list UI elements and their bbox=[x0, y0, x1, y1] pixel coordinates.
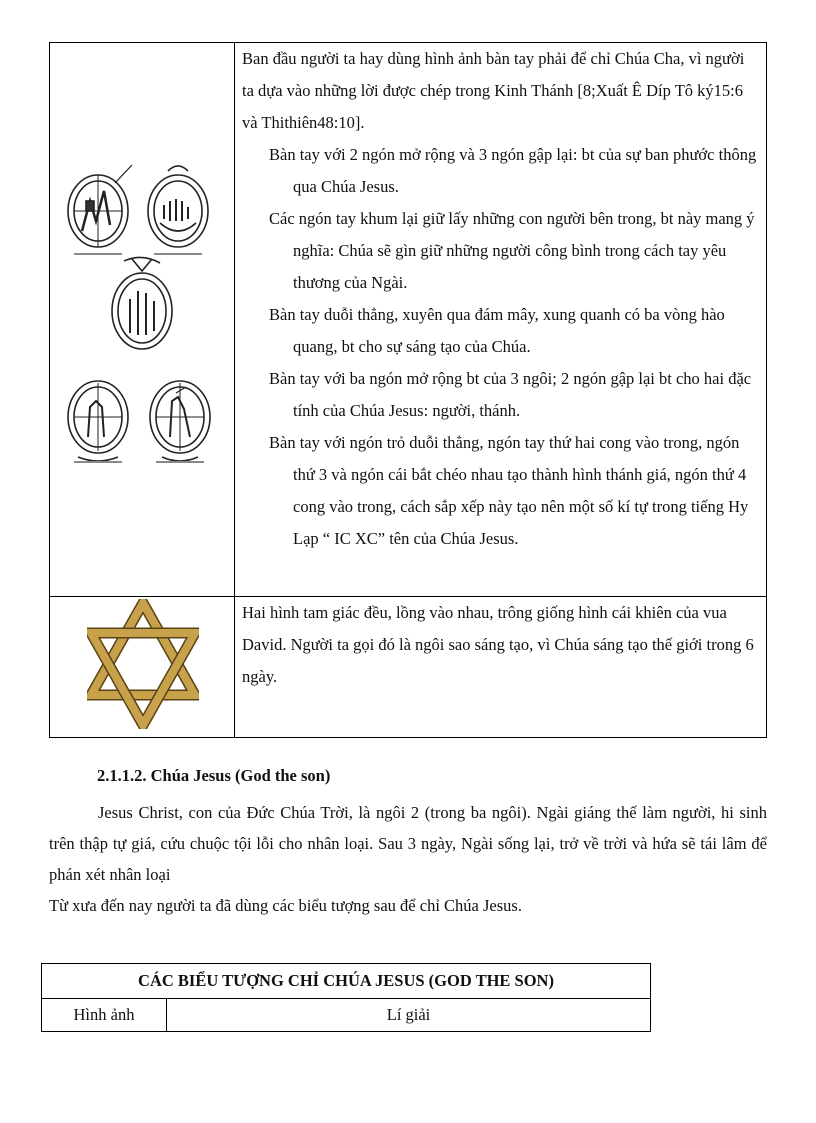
hand-medallion-icon bbox=[150, 381, 210, 461]
star-description: Hai hình tam giác đều, lồng vào nhau, trông giống hình cái khiên của vua David. Người ta gọi đó là ngôi sao sáng tạo, vì Chúa sáng tạo thế giới trong 6 ngày. bbox=[242, 603, 754, 686]
paragraph: Jesus Christ, con của Đức Chúa Trời, là ngôi 2 (trong ba ngôi). Ngài giáng thế làm người, hi sinh trên thập tự giá, cứu chuộc tội lỗi cho nhân loại. Sau 3 ngày, Ngài sống lại, trở về trời và hứa sẽ tái lâm để phán xét nhân loại bbox=[49, 803, 767, 884]
section-heading: 2.1.1.2. Chúa Jesus (God the son) bbox=[97, 766, 331, 785]
list-item: Bàn tay với ngón trỏ duỗi thẳng, ngón tay thứ hai cong vào trong, ngón thứ 3 và ngón cái bắt chéo nhau tạo thành hình thánh giá, ngón thứ 4 cong vào trong, cách sắp xếp này tạo nên một số kí tự trong tiếng Hy Lạp “ IC XC” tên của Chúa Jesus. bbox=[269, 433, 749, 548]
list-item: Các ngón tay khum lại giữ lấy những con người bên trong, bt này mang ý nghĩa: Chúa sẽ gìn giữ những người công bình trong cách tay yêu thương của Ngài. bbox=[269, 209, 755, 292]
hand-symbols-illustration bbox=[60, 161, 220, 473]
symbols-table-god-father bbox=[49, 42, 767, 738]
table-row bbox=[50, 43, 767, 597]
hand-medallion-icon bbox=[148, 166, 208, 247]
list-item: Bàn tay với 2 ngón mở rộng và 3 ngón gập lại: bt của sự ban phước thông qua Chúa Jesus. bbox=[269, 145, 757, 196]
list-item: Bàn tay duỗi thẳng, xuyên qua đám mây, xung quanh có ba vòng hào quang, bt cho sự sáng tạo của Chúa. bbox=[269, 305, 725, 356]
hand-medallion-icon bbox=[68, 381, 128, 461]
image-cell bbox=[50, 597, 235, 738]
column-header-image: Hình ảnh bbox=[42, 999, 167, 1032]
section-body bbox=[49, 797, 767, 921]
hand-medallion-icon bbox=[112, 257, 172, 349]
table-row bbox=[50, 597, 767, 738]
table-title: CÁC BIỂU TƯỢNG CHỈ CHÚA JESUS (GOD THE SON) bbox=[42, 964, 651, 999]
description-cell bbox=[235, 597, 767, 738]
image-cell bbox=[50, 43, 235, 597]
list-item: Bàn tay với ba ngón mở rộng bt của 3 ngôi; 2 ngón gập lại bt cho hai đặc tính của Chúa Jesus: người, thánh. bbox=[269, 369, 752, 420]
description-cell bbox=[235, 43, 767, 597]
symbols-table-god-son bbox=[41, 963, 651, 1032]
paragraph: Từ xưa đến nay người ta đã dùng các biểu tượng sau để chỉ Chúa Jesus. bbox=[49, 896, 522, 915]
intro-paragraph: Ban đầu người ta hay dùng hình ảnh bàn tay phải để chỉ Chúa Cha, vì người ta dựa vào những lời được chép trong Kinh Thánh [8;Xuất Ê Díp Tô ký15:6 và Thithiên48:10]. bbox=[242, 49, 745, 132]
column-header-explanation: Lí giải bbox=[167, 999, 651, 1032]
hand-medallion-icon bbox=[68, 165, 132, 247]
star-of-david-icon bbox=[87, 599, 199, 729]
